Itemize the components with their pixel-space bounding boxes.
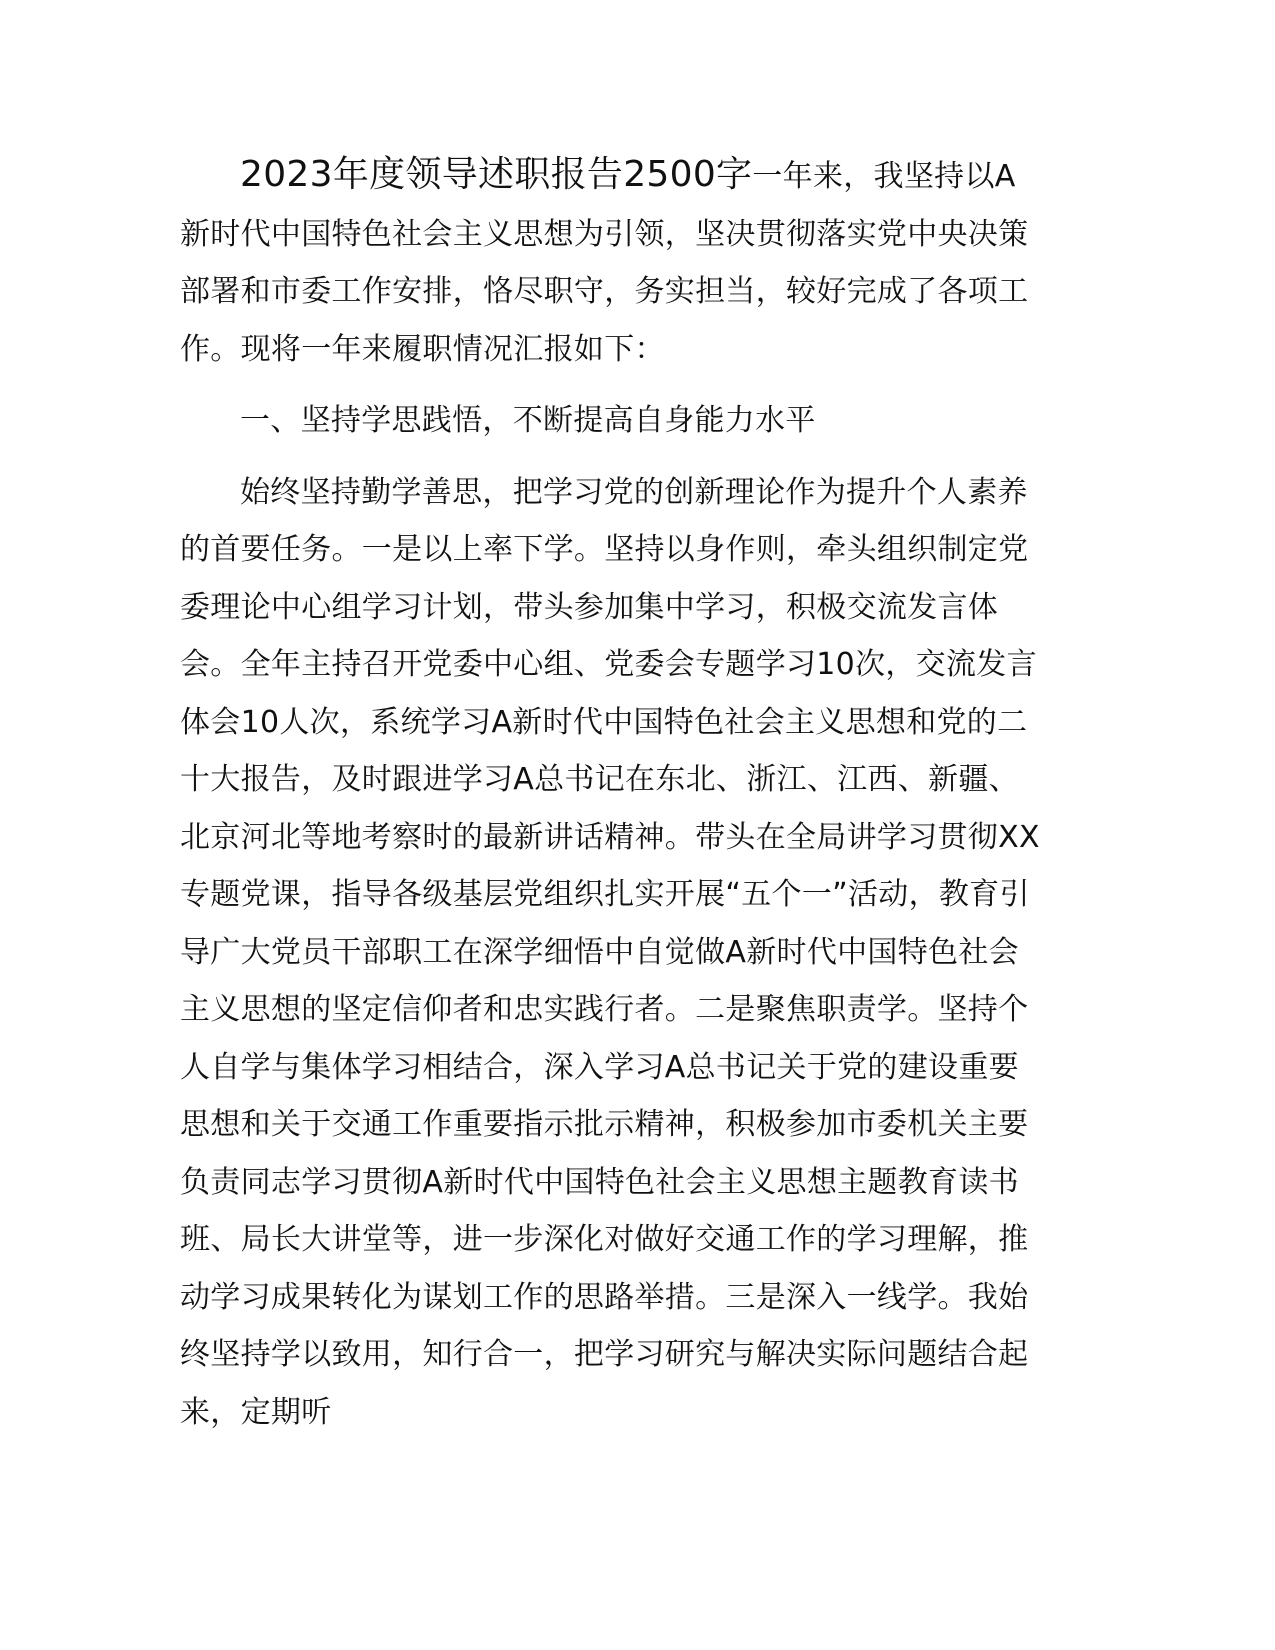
section-body-paragraph: 始终坚持勤学善思，把学习党的创新理论作为提升个人素养的首要任务。一是以上率下学。坚持以身作则，牵头组织制定党委理论中心组学习计划，带头参加集中学习，积极交流发言体会。全年主持召开党委中心组、党委会专题学习10次，交流发言体会10人次，系统学习A新时代中国特色社会主义思想和党的二十大报告，及时跟进学习A总书记在东北、浙江、江西、新疆、北京河北等地考察时的最新讲话精神。带头在全局讲学习贯彻XX专题党课，指导各级基层党组织扎实开展“五个一”活动，教育引导广大党员干部职工在深学细悟中自觉做A新时代中国特色社会主义思想的坚定信仰者和忠实践行者。二是聚焦职责学。坚持个人自学与集体学习相结合，深入学习A总书记关于党的建设重要思想和关于交通工作重要指示批示精神，积极参加市委机关主要负责同志学习贯彻A新时代中国特色社会主义思想主题教育读书班、局长大讲堂等，进一步深化对做好交通工作的学习理解，推动学习成果转化为谋划工作的思路举措。三是深入一线学。我始终坚持学以致用，知行合一，把学习研究与解决实际问题结合起来，定期听 bbox=[180, 474, 1040, 1430]
intro-paragraph bbox=[180, 146, 1040, 378]
section-heading: 一、坚持学思践悟，不断提高自身能力水平 bbox=[240, 403, 816, 438]
document-body bbox=[180, 146, 1040, 1441]
intro-text: 一年来，我坚持以A新时代中国特色社会主义思想为引领，坚决贯彻落实党中央决策部署和市委工作安排，恪尽职守，务实担当，较好完成了各项工作。现将一年来履职情况汇报如下： bbox=[180, 159, 1029, 367]
document-title: 2023年度领导述职报告2500字 bbox=[240, 154, 753, 195]
